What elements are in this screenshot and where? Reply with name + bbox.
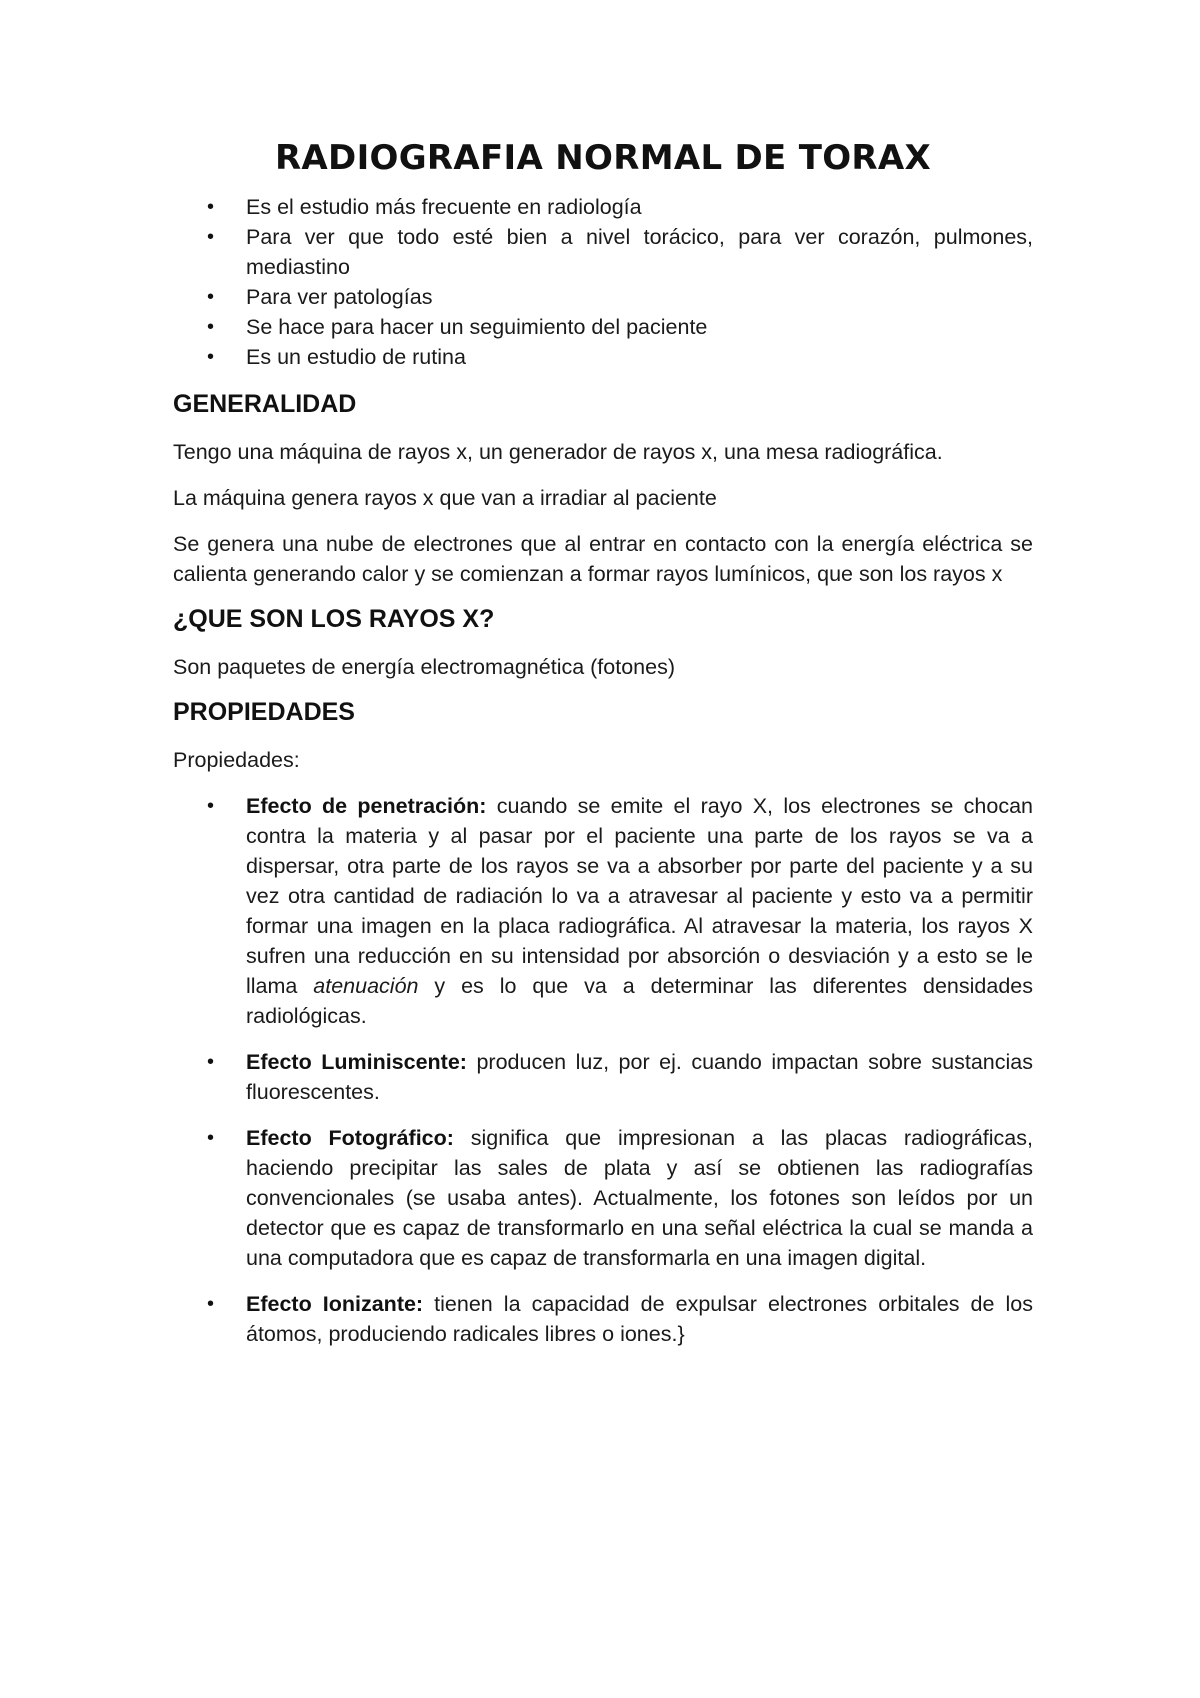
property-label: Efecto de penetración: [246, 794, 487, 818]
list-item [173, 192, 1033, 222]
property-text-after: y es lo que va a determinar las diferentes densidades radiológicas. [246, 974, 1033, 1028]
list-item-text: Se hace para hacer un seguimiento del paciente [246, 315, 708, 339]
bullet-icon: • [207, 316, 215, 338]
bullet-icon: • [207, 196, 215, 218]
bullet-icon: • [207, 226, 215, 248]
generalidad-heading: GENERALIDAD [173, 390, 357, 418]
bullet-icon: • [207, 1127, 215, 1149]
generalidad-paragraph-3: Se genera una nube de electrones que al entrar en contacto con la energía eléctrica se calienta generando calor y se comienzan a formar rayos lumínicos, que son los rayos x [173, 532, 1033, 586]
property-label: Efecto Ionizante: [246, 1292, 424, 1316]
list-item-text: Es el estudio más frecuente en radiología [246, 195, 642, 219]
property-text: tienen la capacidad de expulsar electrones orbitales de los átomos, produciendo radicales libres o iones.} [246, 1292, 1034, 1346]
list-item [173, 1047, 1033, 1107]
property-label: Efecto Fotográfico: [246, 1126, 454, 1150]
list-item [173, 312, 1033, 342]
list-item-text: Para ver que todo esté bien a nivel torácico, para ver corazón, pulmones, mediastino [246, 225, 1033, 279]
bullet-icon: • [207, 1293, 215, 1315]
bullet-icon: • [207, 795, 215, 817]
intro-bullet-list [173, 192, 1033, 372]
list-item [173, 342, 1033, 372]
property-text: significa que impresionan a las placas radiográficas, haciendo precipitar las sales de plata y así se obtienen las radiografías convencionales (se usaba antes). Actualmente, los fotones son leídos por un detector que es capaz de transformarlo en una señal eléctrica la cual se manda a una computadora que es capaz de transformarla en una imagen digital. [246, 1126, 1033, 1270]
rayos-x-paragraph: Son paquetes de energía electromagnética (fotones) [173, 655, 675, 679]
bullet-icon: • [207, 1051, 215, 1073]
generalidad-paragraph-1: Tengo una máquina de rayos x, un generador de rayos x, una mesa radiográfica. [173, 440, 943, 464]
property-text: producen luz, por ej. cuando impactan sobre sustancias fluorescentes. [246, 1050, 1033, 1104]
propiedades-list [173, 791, 1033, 1349]
bullet-icon: • [207, 346, 215, 368]
bullet-icon: • [207, 286, 215, 308]
list-item [173, 1123, 1033, 1273]
list-item [173, 791, 1033, 1031]
property-text: cuando se emite el rayo X, los electrones se chocan contra la materia y al pasar por el paciente una parte de los rayos se va a dispersar, otra parte de los rayos se va a absorber por parte del paciente y a su vez otra cantidad de radiación lo va a atravesar al paciente y esto va a permitir formar una imagen en la placa radiográfica. Al atravesar la materia, los rayos X sufren una reducción en su intensidad por absorción o desviación y a esto se le llama [246, 794, 1034, 998]
propiedades-heading: PROPIEDADES [173, 698, 355, 726]
property-label: Efecto Luminiscente: [246, 1050, 467, 1074]
list-item-text: Para ver patologías [246, 285, 433, 309]
generalidad-paragraph-2: La máquina genera rayos x que van a irradiar al paciente [173, 486, 717, 510]
propiedades-intro: Propiedades: [173, 748, 300, 772]
list-item-text: Es un estudio de rutina [246, 345, 466, 369]
list-item [173, 1289, 1033, 1349]
rayos-x-heading: ¿QUE SON LOS RAYOS X? [173, 605, 495, 633]
document-title: RADIOGRAFIA NORMAL DE TORAX [274, 138, 932, 178]
list-item [173, 222, 1033, 282]
list-item [173, 282, 1033, 312]
property-italic-term: atenuación [313, 974, 419, 998]
